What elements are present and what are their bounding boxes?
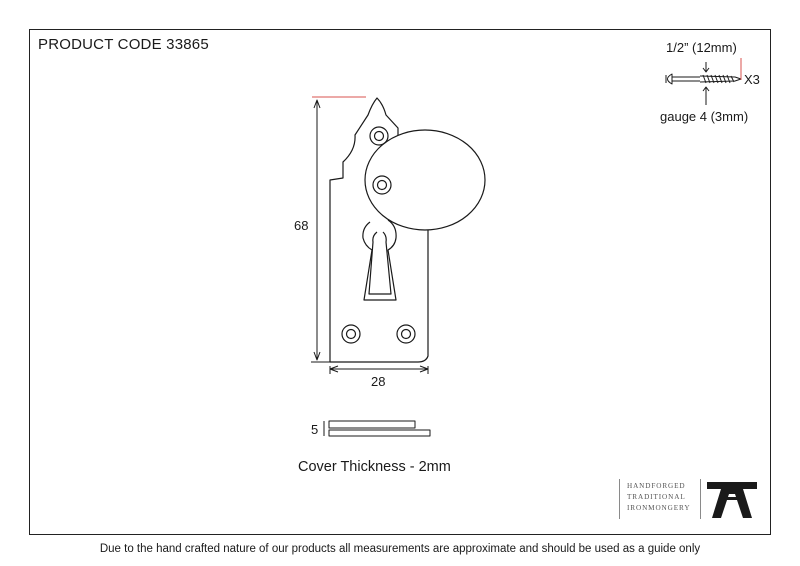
screw-gauge-label: gauge 4 (3mm) (660, 109, 749, 124)
screw-length-label: 1/2” (12mm) (666, 40, 737, 55)
cover-thickness-label: Cover Thickness - 2mm (298, 459, 451, 475)
disclaimer-footer: Due to the hand crafted nature of our products all measurements are approximate and should be used as a guide only (99, 543, 701, 555)
screw-hole-bottom-left (342, 325, 360, 343)
side-profile (324, 421, 430, 436)
thickness-dimension-label: 5 (311, 422, 319, 437)
height-dimension-line (311, 100, 330, 362)
product-code: PRODUCT CODE 33865 (38, 36, 209, 53)
height-dimension-label: 68 (294, 218, 309, 233)
screw-icon (666, 74, 741, 84)
width-dimension-label: 28 (371, 374, 386, 389)
brand-line-2: TRADITIONAL (627, 493, 686, 501)
brand-line-1: HANDFORGED (627, 482, 686, 490)
keyhole (363, 220, 396, 300)
screw-hole-top (370, 127, 388, 145)
brand-line-3: IRONMONGERY (627, 504, 691, 512)
screw-hole-bottom-right (397, 325, 415, 343)
anvil-a-logo-icon (707, 482, 757, 518)
width-dimension-line (330, 366, 428, 374)
screw-quantity-label: X3 (744, 72, 760, 87)
screw-gauge-arrows (703, 62, 709, 105)
